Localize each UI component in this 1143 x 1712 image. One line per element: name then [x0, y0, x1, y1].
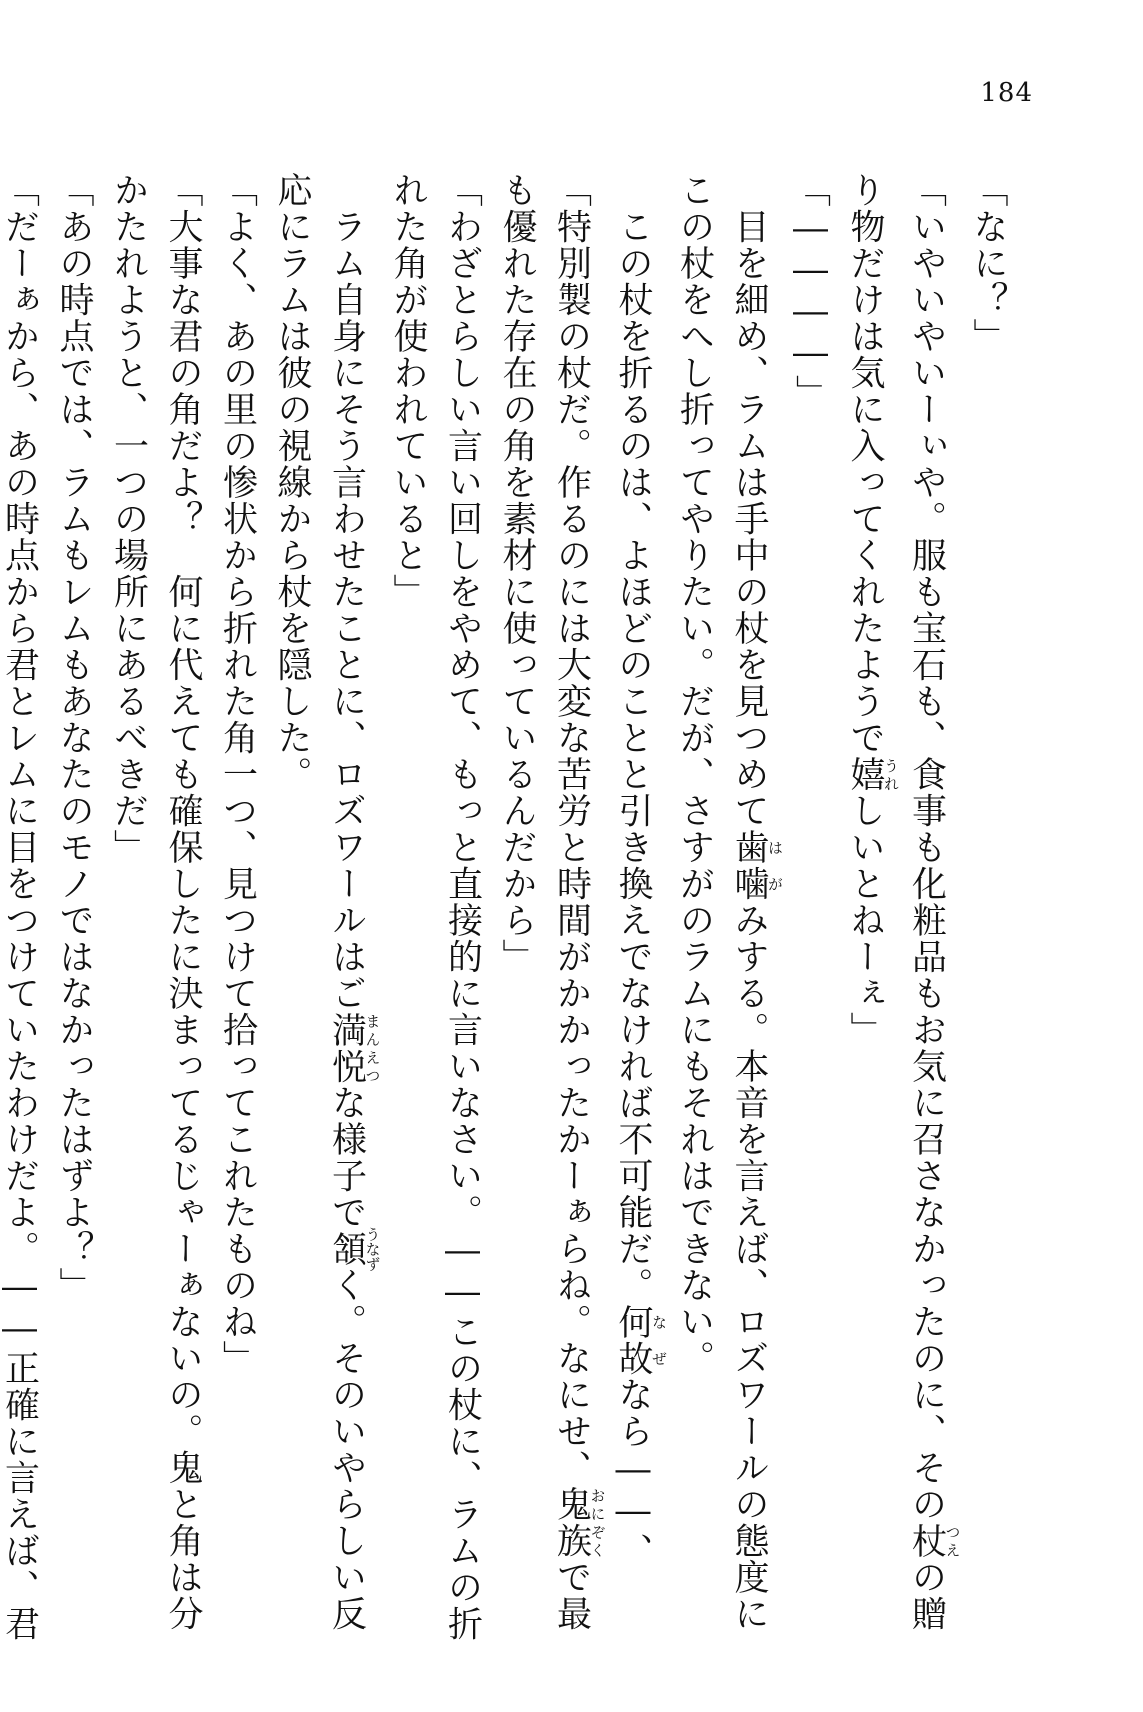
ruby-naze: 何故なぜ	[613, 1303, 668, 1377]
ruby-tsue: 杖つえ	[906, 1522, 962, 1559]
text-line-4: 「――――」	[790, 172, 831, 411]
text-line-5: 目を細め、ラムは手中の杖を見つめて歯噛はがみする。本音を言えば、ロズワールの態度に	[729, 172, 784, 1632]
text-line-9: も優れた存在の角を素材に使っているんだから」	[497, 172, 537, 975]
ruby-unazu: 頷うなず	[326, 1226, 382, 1272]
page-number: 184	[980, 78, 1033, 108]
text-line-14: 「よく、あの里の惨状から折れた角一つ、見つけて拾ってこれたものね」	[217, 172, 258, 1377]
text-line-17: 「あの時点では、ラムもレムもあなたのモノではなかったはずよ？」	[54, 172, 94, 1304]
text-line-18: 「だーぁから、あの時点から君とレムに目をつけていたわけだよ。――正確に言えば、君	[0, 172, 40, 1642]
vertical-text-body	[0, 172, 1015, 1642]
ruby-onizoku: 鬼族おにぞく	[551, 1486, 607, 1559]
text-line-16: かたれようと、一つの場所にあるべきだ」	[108, 172, 149, 866]
text-line-3: り物だけは気に入ってくれたようで嬉うれしいとねーぇ」	[845, 172, 900, 1048]
text-line-13: 応にラムは彼の視線から杖を隠した。	[272, 172, 312, 793]
ruby-manetsu: 満悦まんえつ	[326, 1011, 382, 1085]
text-line-8: 「特別製の杖だ。作るのには大変な苦労と時間がかかったかーぁらね。なにせ、鬼族おにぞくで最	[551, 172, 607, 1632]
ruby-ure: 嬉うれ	[845, 756, 900, 793]
text-line-11: れた角が使われていると」	[388, 172, 428, 610]
text-line-6: この杖をへし折ってやりたい。だが、さすがのラムにもそれはできない。	[674, 172, 715, 1377]
text-line-10: 「わざとらしい言い回しをやめて、もっと直接的に言いなさい。――この杖に、ラムの折	[442, 172, 483, 1642]
text-line-12: ラム自身にそう言わせたことに、ロズワールはご満悦まんえつな様子で頷うなずく。そのいやらしい反	[326, 172, 382, 1632]
text-line-15: 「大事な君の角だよ？ 何に代えても確保したに決まってるじゃーぁないの。鬼と角は分	[163, 172, 203, 1632]
text-line-7: この杖を折るのは、よほどのことと引き換えでなければ不可能だ。何故なぜなら――、	[613, 172, 668, 1569]
text-line-2: 「いやいやいーぃや。服も宝石も、食事も化粧品もお気に召さなかったのに、その杖つえの贈	[906, 172, 962, 1632]
ruby-haga: 歯噛はが	[729, 829, 784, 902]
text-line-1: 「なに？」	[968, 172, 1008, 355]
